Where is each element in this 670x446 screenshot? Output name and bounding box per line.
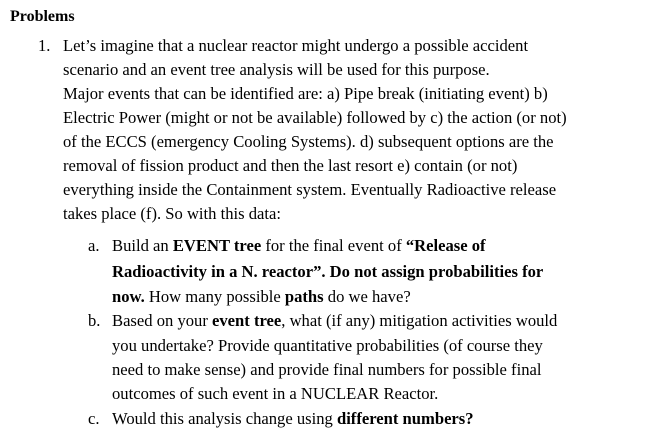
text-run-bold: now. <box>112 287 145 306</box>
text-run: How many possible <box>144 287 285 306</box>
text-run: need to make sense) and provide final numbers for possible final <box>112 360 542 379</box>
text-run: Build an <box>112 236 173 255</box>
text-run-bold: event tree <box>212 311 282 330</box>
problem-line: of the ECCS (emergency Cooling Systems). d) subsequent options are the <box>63 132 554 151</box>
text-run-bold: EVENT tree <box>172 236 262 255</box>
item-marker-a: a. <box>88 236 100 255</box>
text-run-bold: paths <box>284 287 324 306</box>
text-run: Would this analysis change using <box>112 409 337 428</box>
problem-line: everything inside the Containment system. Eventually Radioactive release <box>63 180 557 199</box>
item-a-line <box>112 260 543 284</box>
text-run: Based on your <box>112 311 213 330</box>
text-run-bold: “Release of <box>405 236 486 255</box>
text-run: for the final event of <box>261 236 406 255</box>
item-marker-b: b. <box>88 311 101 330</box>
problem-line: Let’s imagine that a nuclear reactor might undergo a possible accident <box>63 36 529 55</box>
item-b-line <box>112 309 557 333</box>
text-run: , what (if any) mitigation activities would <box>281 311 558 330</box>
problem-line: takes place (f). So with this data: <box>63 204 281 223</box>
item-a-line <box>112 285 411 309</box>
problem-line: removal of fission product and then the last resort e) contain (or not) <box>63 156 518 175</box>
item-a-line <box>112 234 486 258</box>
item-b-line <box>112 334 543 358</box>
section-heading: Problems <box>10 8 75 25</box>
problem-line: Electric Power (might or not be available) followed by c) the action (or not) <box>63 108 567 127</box>
item-marker-c: c. <box>88 409 100 428</box>
text-run: do we have? <box>323 287 411 306</box>
text-run-bold: Radioactivity in a N. reactor”. Do not assign probabilities for <box>112 262 544 281</box>
text-run-bold: different numbers? <box>336 409 474 428</box>
item-c-line <box>112 407 474 431</box>
problem-line: scenario and an event tree analysis will be used for this purpose. <box>63 60 490 79</box>
problem-number: 1. <box>38 36 51 55</box>
item-b-line <box>112 358 541 382</box>
text-run: outcomes of such event in a NUCLEAR Reactor. <box>112 384 439 403</box>
item-b-line <box>112 382 438 406</box>
problem-line: Major events that can be identified are: a) Pipe break (initiating event) b) <box>63 84 548 103</box>
text-run: you undertake? Provide quantitative probabilities (of course they <box>112 336 543 355</box>
